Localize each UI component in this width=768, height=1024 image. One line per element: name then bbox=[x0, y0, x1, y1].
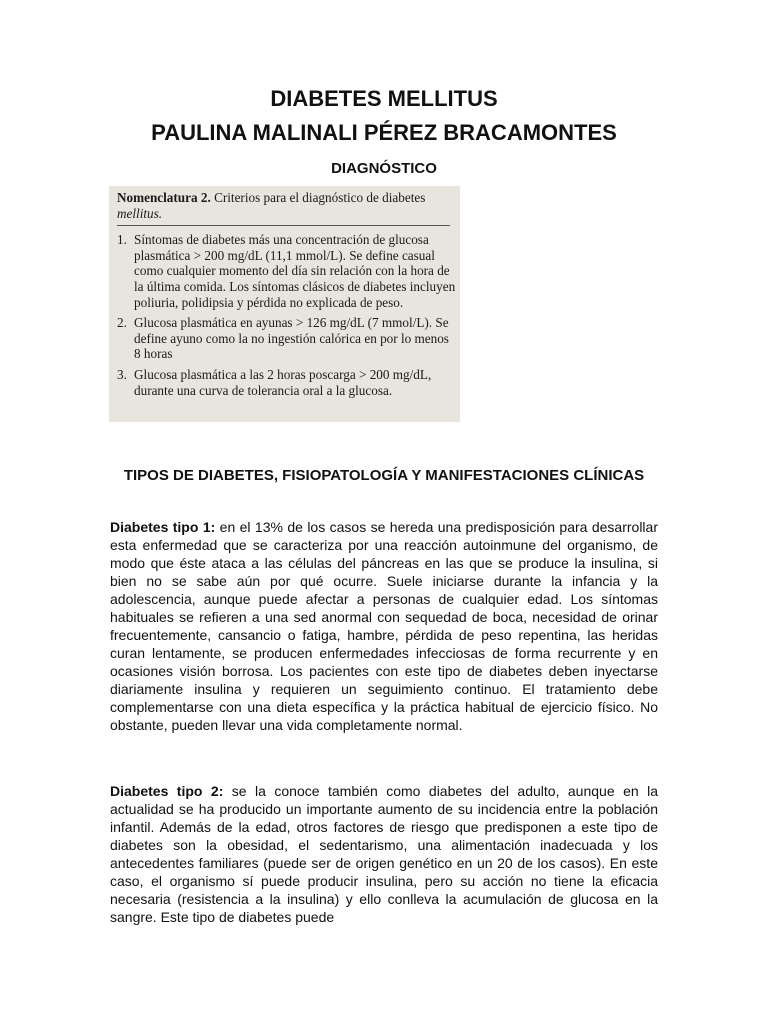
nomenclature-italic: mellitus. bbox=[117, 205, 163, 221]
criteria-text: Glucosa plasmática a las 2 horas poscarga > 200 mg/dL, durante una curva de tolerancia oral a la glucosa. bbox=[134, 366, 432, 398]
nomenclature-label: Nomenclatura 2. bbox=[117, 190, 211, 205]
criteria-number: 2. bbox=[117, 315, 127, 331]
paragraph-label: Diabetes tipo 1: bbox=[110, 519, 216, 535]
criteria-item bbox=[117, 315, 460, 362]
document-title: DIABETES MELLITUS bbox=[270, 86, 498, 111]
paragraph-type2 bbox=[110, 782, 658, 926]
scanned-criteria-table bbox=[109, 186, 460, 422]
nomenclature-caption bbox=[117, 190, 460, 221]
criteria-number: 1. bbox=[117, 232, 127, 248]
criteria-text: Glucosa plasmática en ayunas > 126 mg/dL (7 mmol/L). Se define ayuno como la no ingestión calórica en por lo menos 8 horas bbox=[134, 315, 449, 362]
nomenclature-text: Criterios para el diagnóstico de diabetes bbox=[214, 190, 426, 205]
criteria-item bbox=[117, 232, 460, 310]
section-heading-diagnostico: DIAGNÓSTICO bbox=[331, 160, 437, 177]
author-name: PAULINA MALINALI PÉREZ BRACAMONTES bbox=[151, 120, 617, 145]
paragraph-text: se la conoce también como diabetes del adulto, aunque en la actualidad se ha producido un importante aumento de su incidencia entre la población infantil. Además de la edad, otros factores de riesgo que predisponen a este tipo de diabetes son la obesidad, el sedentarismo, una alimentación inadecuada y los antecedentes familiares (puede ser de origen genético en un 20 de los casos). En este caso, el organismo sí puede producir insulina, pero su acción no tiene la eficacia necesaria (resistencia a la insulina) y ello conlleva la acumulación de glucosa en la sangre. Este tipo de diabetes puede bbox=[110, 783, 658, 925]
criteria-text: Síntomas de diabetes más una concentración de glucosa plasmática > 200 mg/dL (11,1 mmol/L). Se define casual como cualquier momento del día sin relación con la hora de la última comida. Los síntomas clásicos de diabetes incluyen poliuria, polidipsia y pérdida no explicada de peso. bbox=[134, 232, 456, 310]
paragraph-text: en el 13% de los casos se hereda una predisposición para desarrollar esta enfermedad que se caracteriza por una reacción autoinmune del organismo, de modo que éste ataca a las células del páncreas en las que se produce la insulina, si bien no se sabe aún por qué ocurre. Suele iniciarse durante la infancia y la adolescencia, aunque puede afectar a personas de cualquier edad. Los síntomas habituales se refieren a una sed anormal con sequedad de boca, necesidad de orinar frecuentemente, cansancio o fatiga, hambre, pérdida de peso repentina, las heridas curan lentamente, se producen enfermedades infecciosas de forma recurrente y en ocasiones visión borrosa. Los pacientes con este tipo de diabetes deben inyectarse diariamente insulina y requieren un seguimiento continuo. El tratamiento debe complementarse con una dieta específica y la práctica habitual de ejercicio físico. No obstante, pueden llevar una vida completamente normal. bbox=[110, 519, 658, 733]
section-heading-tipos: TIPOS DE DIABETES, FISIOPATOLOGÍA Y MANIFESTACIONES CLÍNICAS bbox=[123, 467, 645, 484]
divider bbox=[117, 225, 450, 226]
paragraph-label: Diabetes tipo 2: bbox=[110, 783, 224, 799]
criteria-item bbox=[117, 367, 460, 398]
criteria-number: 3. bbox=[117, 366, 127, 382]
paragraph-type1 bbox=[110, 518, 658, 734]
